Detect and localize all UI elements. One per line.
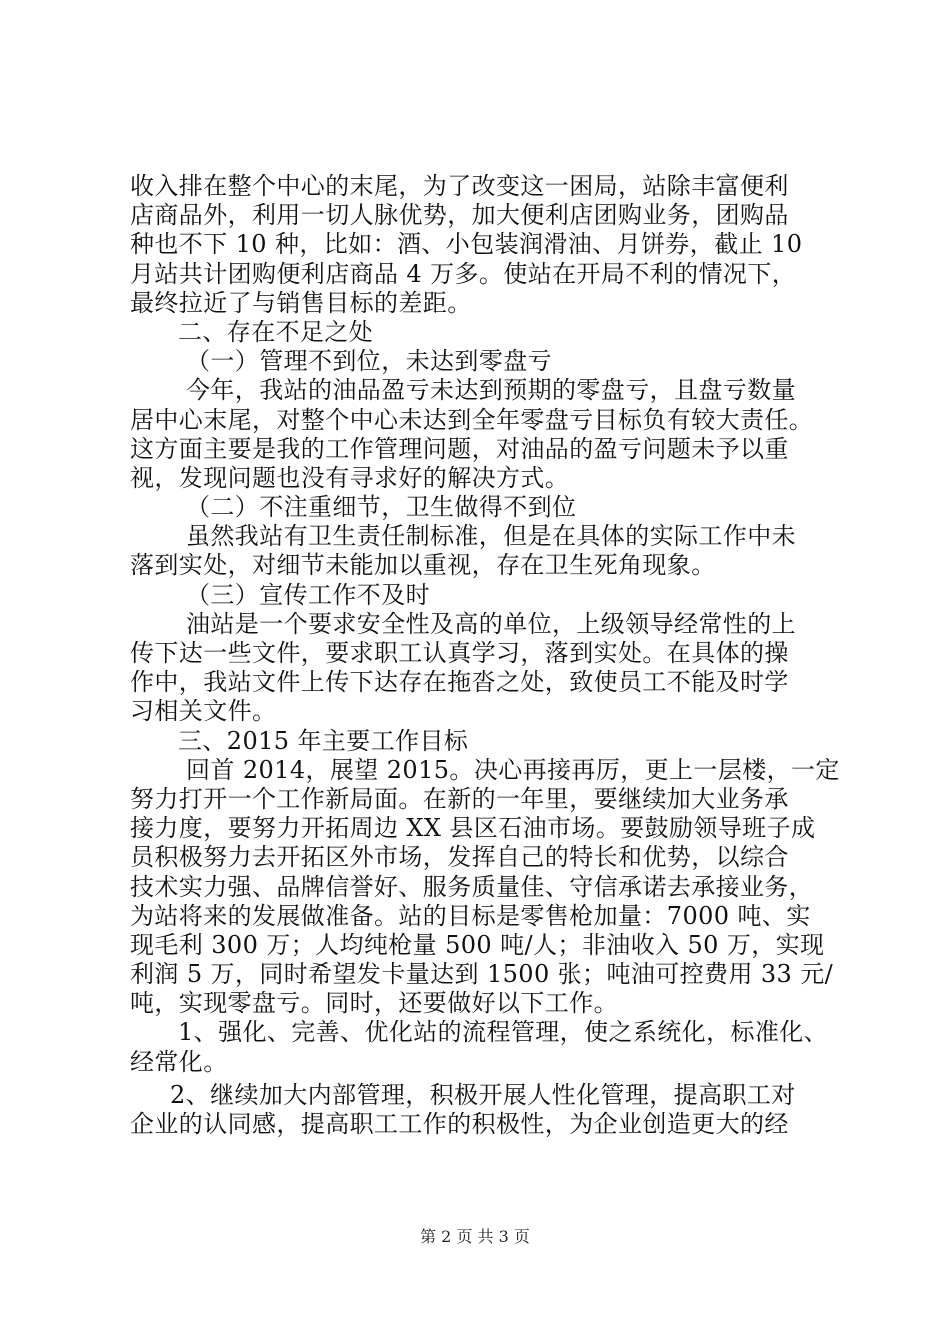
text-line: 员积极努力去开拓区外市场，发挥自己的特长和优势，以综合	[130, 843, 789, 872]
text-line: 月站共计团购便利店商品 4 万多。使站在开局不利的情况下，	[130, 259, 797, 288]
text-line: 技术实力强、品牌信誉好、服务质量佳、守信承诺去承接业务，	[130, 872, 814, 901]
text-line: 努力打开一个工作新局面。在新的一年里，要继续加大业务承	[130, 784, 789, 813]
text-line: 最终拉近了与销售目标的差距。	[130, 288, 472, 317]
text-line: 今年，我站的油品盈亏未达到预期的零盘亏，且盘亏数量	[186, 376, 796, 405]
text-line: 虽然我站有卫生责任制标准，但是在具体的实际工作中未	[186, 522, 796, 551]
text-line: 收入排在整个中心的末尾，为了改变这一困局，站除丰富便利	[130, 172, 789, 200]
subsection-heading: （一）管理不到位，未达到零盘亏	[186, 347, 552, 376]
section-heading: 三、2015 年主要工作目标	[178, 726, 469, 755]
subsection-heading: （二）不注重细节，卫生做得不到位	[186, 493, 577, 522]
text-line: 种也不下 10 种，比如：酒、小包装润滑油、月饼券，截止 10	[130, 230, 803, 259]
text-line: 作中，我站文件上传下达存在拖沓之处，致使员工不能及时学	[130, 668, 789, 697]
text-line: 店商品外，利用一切人脉优势，加大便利店团购业务，团购品	[130, 201, 789, 230]
text-line: 为站将来的发展做准备。站的目标是零售枪加量：7000 吨、实	[130, 901, 811, 930]
list-item: 1、强化、完善、优化站的流程管理，使之系统化，标准化、	[178, 1018, 829, 1047]
text-line: 习相关文件。	[130, 697, 277, 726]
subsection-heading: （三）宣传工作不及时	[186, 580, 430, 609]
text-line: 油站是一个要求安全性及高的单位，上级领导经常性的上	[186, 609, 796, 638]
text-line: 企业的认同感，提高职工工作的积极性，为企业创造更大的经	[130, 1110, 789, 1138]
text-line: 视，发现问题也没有寻求好的解决方式。	[130, 463, 570, 492]
text-line: 接力度，要努力开拓周边 XX 县区石油市场。要鼓励领导班子成	[130, 814, 816, 843]
document-body	[130, 172, 840, 1139]
text-line: 落到实处，对细节未能加以重视，存在卫生死角现象。	[130, 551, 716, 580]
page-number-footer: 第 2 页 共 3 页	[420, 1227, 530, 1246]
text-line: 居中心末尾，对整个中心未达到全年零盘亏目标负有较大责任。	[130, 405, 814, 434]
text-line: 吨，实现零盘亏。同时，还要做好以下工作。	[130, 989, 618, 1018]
text-line: 这方面主要是我的工作管理问题，对油品的盈亏问题未予以重	[130, 434, 789, 463]
text-line: 回首 2014，展望 2015。决心再接再厉，更上一层楼，一定	[186, 755, 840, 784]
text-line: 利润 5 万，同时希望发卡量达到 1500 张；吨油可控费用 33 元/	[130, 960, 834, 989]
list-item: 2、继续加大内部管理，积极开展人性化管理，提高职工对	[170, 1080, 796, 1109]
text-line: 传下达一些文件，要求职工认真学习，落到实处。在具体的操	[130, 639, 789, 667]
text-line: 经常化。	[130, 1047, 228, 1076]
text-line: 现毛利 300 万；人均纯枪量 500 吨/人；非油收入 50 万，实现	[130, 930, 825, 959]
section-heading: 二、存在不足之处	[178, 317, 374, 346]
